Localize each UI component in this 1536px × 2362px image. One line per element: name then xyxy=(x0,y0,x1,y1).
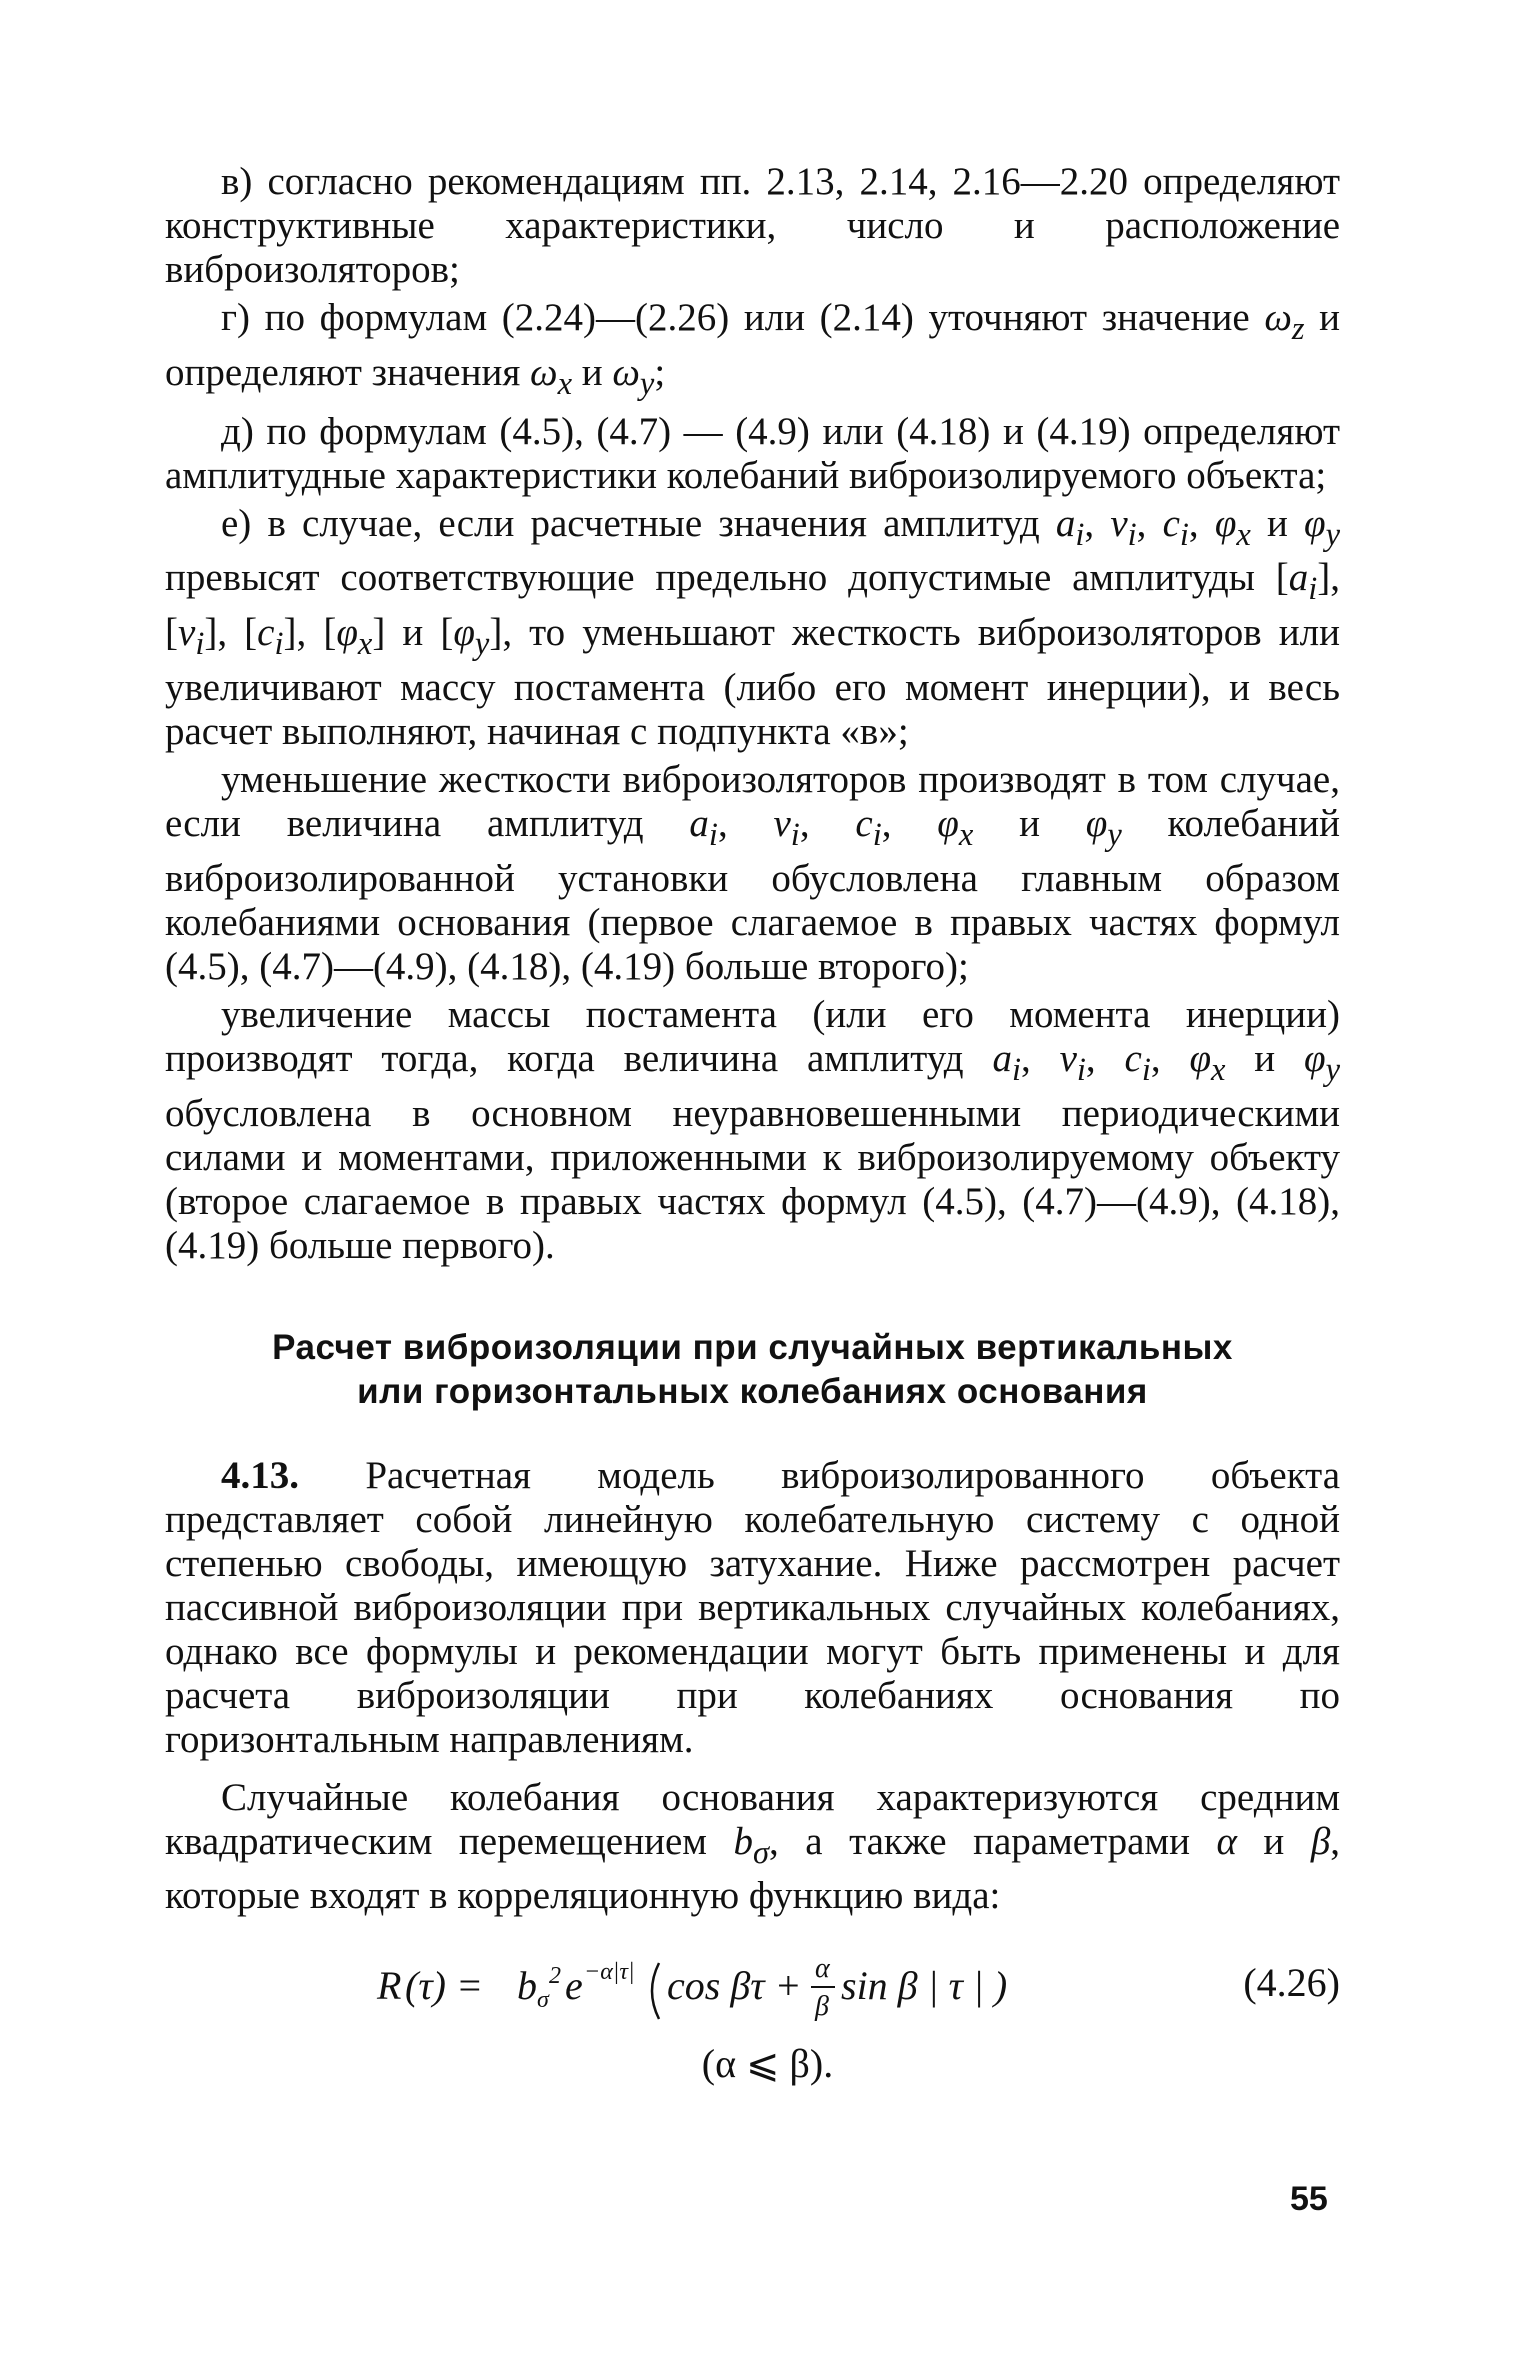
svg-text:α: α xyxy=(815,1953,830,1985)
section-number: 4.13. xyxy=(221,1453,299,1497)
paragraph-4-13 xyxy=(165,1454,1340,1762)
svg-text:R: R xyxy=(377,1963,402,2009)
paragraph-item-v: в) согласно рекомендациям пп. 2.13, 2.14, 2.16—2.20 определяют конструктивные характеристики, число и расположение виброизоляторов; xyxy=(165,160,1340,291)
paragraph-stiffness: уменьшение жесткости виброизоляторов производят в том случае, если величина амплитуд $a_i$, $v_i$, $c_i$, $\varphi_x$ и $\varphi_y$ колебаний виброизолированной установки обусловлена главным образом колебаниями основания (первое слагаемое в правых частях формул (4.5), (4.7)—(4.9), (4.18), (4.19) больше второго); xyxy=(165,757,1341,988)
formula-expression xyxy=(377,1948,1008,2025)
svg-text:sin β | τ | ): sin β | τ | ) xyxy=(841,1963,1008,2009)
paragraph-mass: увеличение массы постамента (или его момента инерции) производят тогда, когда величина амплитуд $a_i$, $v_i$, $c_i$, $\varphi_x$ и $\varphi_y$ обусловлена в основном неуравновешенными периодическими силами и моментами, приложенными к виброизолируемому объекту (второе слагаемое в правых частях формул (4.5), (4.7)—(4.9), (4.18), (4.19) больше первого). xyxy=(165,992,1341,1267)
svg-text:e: e xyxy=(565,1963,583,2009)
svg-text:(τ) =: (τ) = xyxy=(405,1963,483,2009)
paragraph-item-e: е) в случае, если расчетные значения амплитуд $a_i$, $v_i$, $c_i$, $\varphi_x$ и $\varphi_y$ превысят соответствующие предельно допустимые амплитуды $[a_i]$, $[v_i]$, $[c_i]$, $[\varphi_x]$ и $[\varphi_y]$, то уменьшают жесткость виброизоляторов или увеличивают массу постамента (либо его момент инерции), и весь расчет выполняют, начиная с подпункта «в»; xyxy=(165,501,1341,753)
svg-text:b: b xyxy=(517,1963,537,2009)
section-heading-line-2: или горизонтальных колебаниях основания xyxy=(357,1371,1148,1411)
section-heading xyxy=(165,1326,1340,1414)
paragraph-item-d: д) по формулам (4.5), (4.7) — (4.9) или (4.18) и (4.19) определяют амплитудные характеристики колебаний виброизолируемого объекта; xyxy=(165,409,1340,497)
svg-text:σ: σ xyxy=(537,1987,549,2014)
formula-4-26 xyxy=(165,1948,1340,2023)
formula-number: (4.26) xyxy=(1243,1960,1340,2006)
svg-text:cos βτ +: cos βτ + xyxy=(667,1963,802,2009)
formula-svg xyxy=(377,1949,1008,2025)
formula-condition: (α ⩽ β). xyxy=(701,2041,834,2087)
svg-text:2: 2 xyxy=(549,1963,561,1990)
paragraph-random-vibrations: Случайные колебания основания характеризуются средним квадратическим перемещением $b_\sigma$, а также параметрами α и β, которые входят в корреляционную функцию вида: xyxy=(165,1775,1340,1918)
page-number: 55 xyxy=(1290,2180,1328,2218)
section-heading-line-1: Расчет виброизоляции при случайных вертикальных xyxy=(272,1327,1233,1367)
svg-text:β: β xyxy=(815,1991,829,2023)
paragraph-item-g: г) по формулам (2.24)—(2.26) или (2.14) уточняют значение $\omega_z$ и определяют значения $\omega_x$ и $\omega_y$; xyxy=(165,296,1340,402)
page-body xyxy=(165,160,1340,2088)
section-text: Расчетная модель виброизолированного объекта представляет собой линейную колебательную систему с одной степенью свободы, имеющую затухание. Ниже рассмотрен расчет пассивной виброизоляции при вертикальных случайных колебаниях, однако все формулы и рекомендации могут быть применены и для расчета виброизоляции при колебаниях основания по горизонтальным направлениям. xyxy=(165,1453,1340,1761)
svg-text:−α|τ|: −α|τ| xyxy=(584,1959,635,1986)
